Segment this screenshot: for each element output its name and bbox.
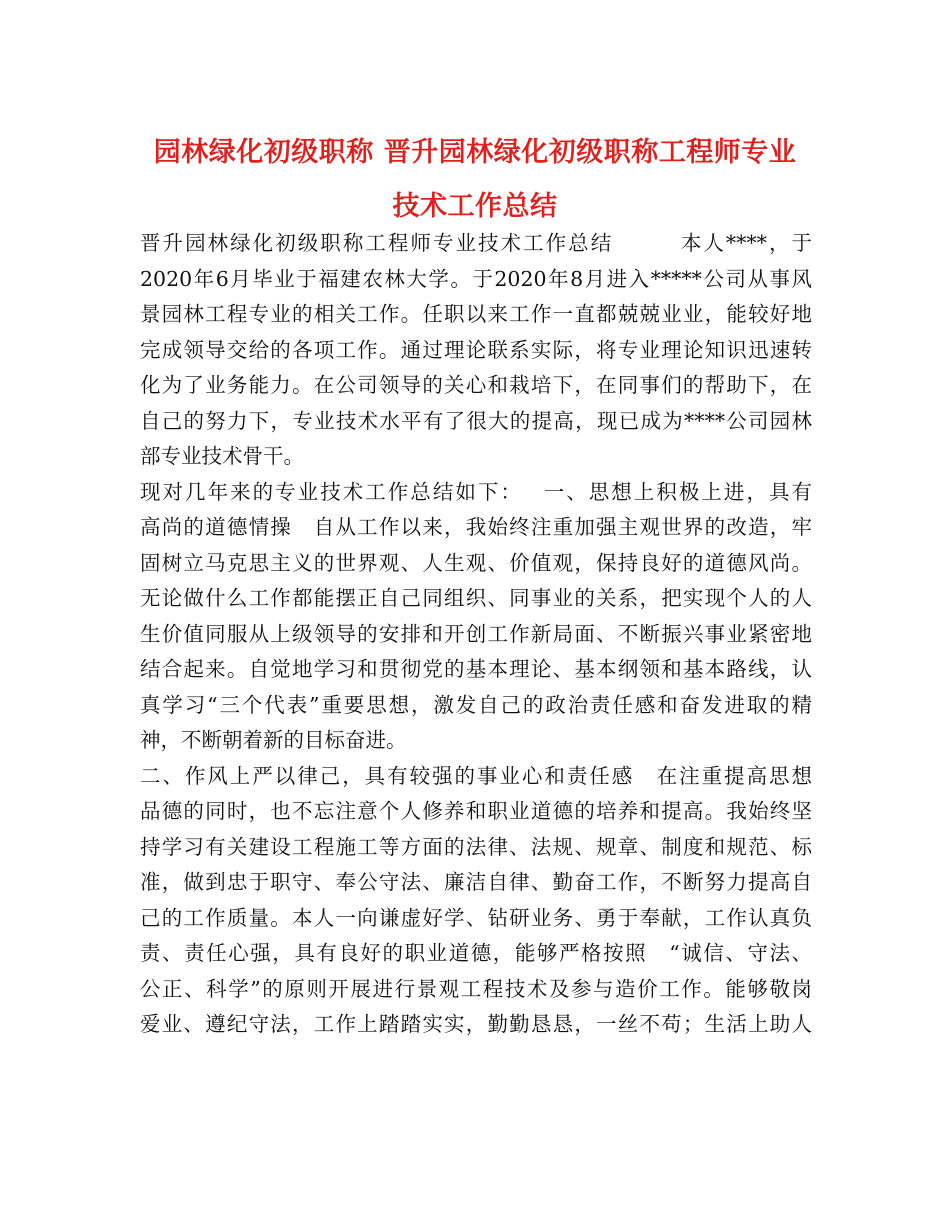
body-line: 自己的努力下，专业技术水平有了很大的提高，现已成为****公司园林 bbox=[140, 408, 812, 433]
body-line: 现对几年来的专业技术工作总结如下： 一、思想上积极上进，具有 bbox=[140, 479, 812, 504]
body-line: 2020年6月毕业于福建农林大学。于2020年8月进入*****公司从事风 bbox=[140, 266, 812, 291]
body-line: 景园林工程专业的相关工作。任职以来工作一直都兢兢业业，能较好地 bbox=[140, 302, 812, 326]
title-line-2: 技术工作总结 bbox=[392, 191, 558, 222]
body-line: 二、作风上严以律己，具有较强的事业心和责任感 在注重提高思想 bbox=[140, 763, 812, 788]
body-line: 品德的同时，也不忘注意个人修养和职业道德的培养和提高。我始终坚 bbox=[140, 799, 812, 823]
body-line: 神，不断朝着新的目标奋进。 bbox=[140, 728, 407, 752]
body-line: 晋升园林绿化初级职称工程师专业技术工作总结 本人****，于 bbox=[140, 231, 812, 255]
body-line: 准，做到忠于职守、奉公守法、廉洁自律、勤奋工作，不断努力提高自 bbox=[140, 870, 812, 894]
body-line: 无论做什么工作都能摆正自己同组织、同事业的关系，把实现个人的人 bbox=[140, 586, 812, 610]
document-title bbox=[120, 126, 830, 234]
body-line: 完成领导交给的各项工作。通过理论联系实际，将专业理论知识迅速转 bbox=[140, 337, 812, 362]
body-line: 责、责任心强，具有良好的职业道德，能够严格按照 “诚信、守法、 bbox=[140, 941, 812, 965]
body-line: 结合起来。自觉地学习和贯彻党的基本理论、基本纲领和基本路线，认 bbox=[140, 657, 812, 681]
document-body bbox=[140, 226, 812, 1043]
body-line: 公正、科学”的原则开展进行景观工程技术及参与造价工作。能够敬岗 bbox=[140, 976, 812, 1001]
title-line-1: 园林绿化初级职称 晋升园林绿化初级职称工程师专业 bbox=[153, 137, 797, 168]
body-line: 持学习有关建设工程施工等方面的法律、法规、规章、制度和规范、标 bbox=[140, 834, 812, 859]
body-line: 真学习“三个代表”重要思想，激发自己的政治责任感和奋发进取的精 bbox=[140, 692, 812, 717]
body-line: 部专业技术骨干。 bbox=[140, 444, 304, 468]
body-line: 化为了业务能力。在公司领导的关心和栽培下，在同事们的帮助下，在 bbox=[140, 373, 812, 397]
body-line: 爱业、遵纪守法，工作上踏踏实实，勤勤恳恳，一丝不苟；生活上助人 bbox=[140, 1012, 812, 1036]
body-line: 固树立马克思主义的世界观、人生观、价值观，保持良好的道德风尚。 bbox=[140, 550, 812, 575]
body-line: 生价值同服从上级领导的安排和开创工作新局面、不断振兴事业紧密地 bbox=[140, 621, 812, 646]
body-line: 高尚的道德情操 自从工作以来，我始终注重加强主观世界的改造，牢 bbox=[140, 515, 812, 539]
body-line: 己的工作质量。本人一向谦虚好学、钻研业务、勇于奉献，工作认真负 bbox=[140, 905, 812, 930]
